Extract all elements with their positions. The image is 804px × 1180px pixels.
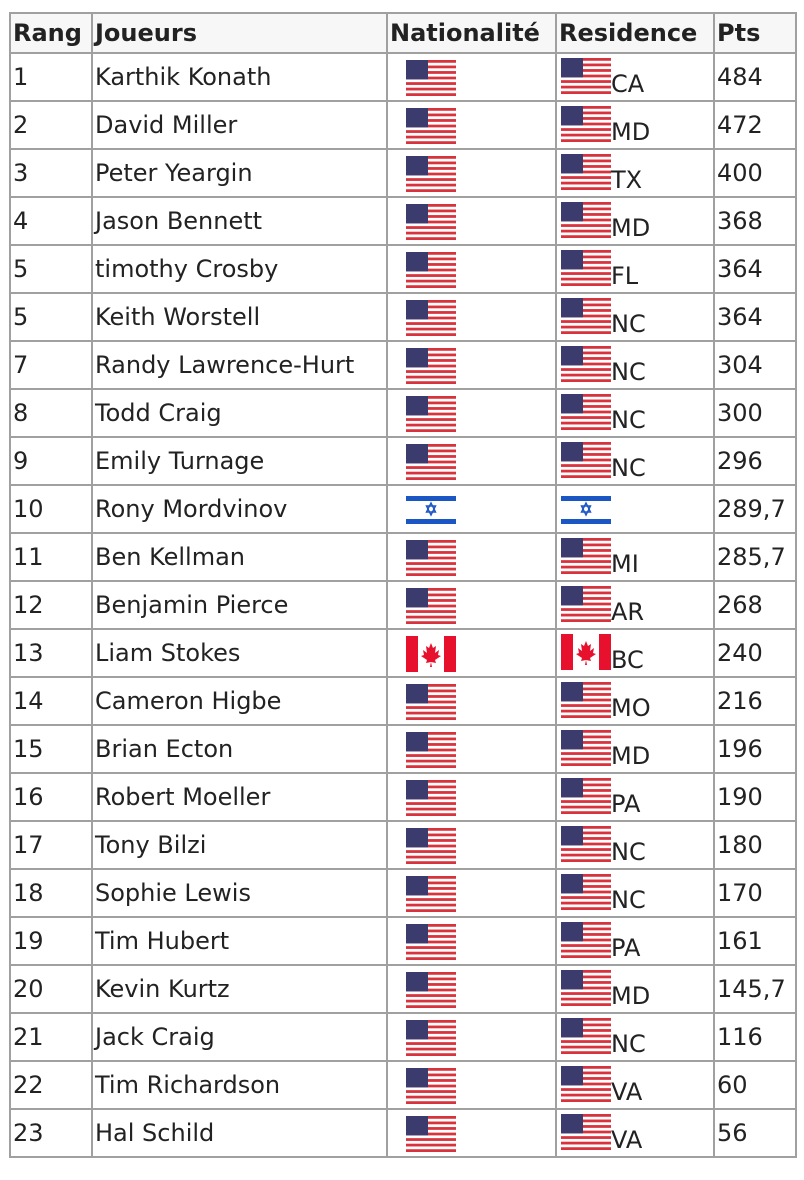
cell-player: Randy Lawrence-Hurt bbox=[92, 341, 387, 389]
us-flag-icon bbox=[561, 826, 611, 862]
us-flag-icon bbox=[561, 922, 611, 958]
cell-residence bbox=[556, 725, 714, 773]
us-flag-icon bbox=[561, 58, 611, 94]
us-flag-icon bbox=[406, 156, 456, 192]
cell-player: Jason Bennett bbox=[92, 197, 387, 245]
table-row bbox=[10, 677, 796, 725]
cell-nationality bbox=[387, 533, 556, 581]
header-points: Pts bbox=[714, 13, 796, 53]
us-flag-icon bbox=[561, 682, 611, 718]
us-flag-icon bbox=[406, 732, 456, 768]
residence-code: NC bbox=[611, 358, 646, 386]
cell-player: Brian Ecton bbox=[92, 725, 387, 773]
table-row bbox=[10, 1061, 796, 1109]
cell-player: Karthik Konath bbox=[92, 53, 387, 101]
residence-code: CA bbox=[611, 70, 645, 98]
us-flag-icon bbox=[406, 540, 456, 576]
residence-code: NC bbox=[611, 406, 646, 434]
us-flag-icon bbox=[406, 204, 456, 240]
cell-nationality bbox=[387, 197, 556, 245]
table-row bbox=[10, 149, 796, 197]
header-player: Joueurs bbox=[92, 13, 387, 53]
canada-flag-icon bbox=[406, 636, 456, 672]
cell-points: 216 bbox=[714, 677, 796, 725]
cell-player: David Miller bbox=[92, 101, 387, 149]
cell-points: 60 bbox=[714, 1061, 796, 1109]
header-rank: Rang bbox=[10, 13, 92, 53]
cell-residence bbox=[556, 917, 714, 965]
cell-player: Tim Richardson bbox=[92, 1061, 387, 1109]
cell-nationality bbox=[387, 581, 556, 629]
israel-flag-icon bbox=[561, 492, 611, 528]
cell-player: Cameron Higbe bbox=[92, 677, 387, 725]
cell-residence bbox=[556, 101, 714, 149]
cell-rank: 5 bbox=[10, 293, 92, 341]
us-flag-icon bbox=[561, 346, 611, 382]
cell-points: 170 bbox=[714, 869, 796, 917]
residence-code: VA bbox=[611, 1126, 643, 1154]
cell-player: Hal Schild bbox=[92, 1109, 387, 1157]
cell-residence bbox=[556, 437, 714, 485]
cell-player: Todd Craig bbox=[92, 389, 387, 437]
cell-nationality bbox=[387, 389, 556, 437]
cell-points: 116 bbox=[714, 1013, 796, 1061]
table-body bbox=[10, 53, 796, 1157]
residence-code: MD bbox=[611, 214, 651, 242]
residence-code: NC bbox=[611, 454, 646, 482]
cell-rank: 16 bbox=[10, 773, 92, 821]
cell-residence bbox=[556, 341, 714, 389]
table-row bbox=[10, 197, 796, 245]
cell-player: Emily Turnage bbox=[92, 437, 387, 485]
us-flag-icon bbox=[406, 444, 456, 480]
residence-code: PA bbox=[611, 934, 641, 962]
us-flag-icon bbox=[561, 874, 611, 910]
us-flag-icon bbox=[406, 108, 456, 144]
residence-code: NC bbox=[611, 310, 646, 338]
cell-points: 484 bbox=[714, 53, 796, 101]
cell-rank: 22 bbox=[10, 1061, 92, 1109]
cell-residence bbox=[556, 389, 714, 437]
cell-points: 289,7 bbox=[714, 485, 796, 533]
residence-code: MD bbox=[611, 118, 651, 146]
cell-player: Benjamin Pierce bbox=[92, 581, 387, 629]
cell-residence bbox=[556, 1109, 714, 1157]
table-row bbox=[10, 821, 796, 869]
cell-rank: 8 bbox=[10, 389, 92, 437]
table-row bbox=[10, 869, 796, 917]
cell-player: timothy Crosby bbox=[92, 245, 387, 293]
cell-rank: 2 bbox=[10, 101, 92, 149]
residence-code: NC bbox=[611, 1030, 646, 1058]
us-flag-icon bbox=[406, 780, 456, 816]
us-flag-icon bbox=[406, 1020, 456, 1056]
cell-residence bbox=[556, 149, 714, 197]
us-flag-icon bbox=[561, 250, 611, 286]
cell-points: 268 bbox=[714, 581, 796, 629]
cell-rank: 15 bbox=[10, 725, 92, 773]
us-flag-icon bbox=[406, 684, 456, 720]
header-row bbox=[10, 13, 796, 53]
cell-residence bbox=[556, 485, 714, 533]
cell-rank: 18 bbox=[10, 869, 92, 917]
cell-rank: 11 bbox=[10, 533, 92, 581]
cell-nationality bbox=[387, 629, 556, 677]
cell-residence bbox=[556, 1061, 714, 1109]
residence-code: MD bbox=[611, 742, 651, 770]
us-flag-icon bbox=[406, 588, 456, 624]
us-flag-icon bbox=[561, 1018, 611, 1054]
residence-code: BC bbox=[611, 646, 644, 674]
cell-player: Liam Stokes bbox=[92, 629, 387, 677]
cell-rank: 13 bbox=[10, 629, 92, 677]
residence-code: AR bbox=[611, 598, 645, 626]
us-flag-icon bbox=[406, 924, 456, 960]
cell-rank: 23 bbox=[10, 1109, 92, 1157]
cell-points: 285,7 bbox=[714, 533, 796, 581]
table-row bbox=[10, 773, 796, 821]
canada-flag-icon bbox=[561, 634, 611, 670]
cell-points: 364 bbox=[714, 293, 796, 341]
cell-points: 56 bbox=[714, 1109, 796, 1157]
ranking-table bbox=[9, 12, 797, 1158]
cell-residence bbox=[556, 869, 714, 917]
cell-nationality bbox=[387, 821, 556, 869]
cell-points: 240 bbox=[714, 629, 796, 677]
cell-nationality bbox=[387, 485, 556, 533]
table-row bbox=[10, 437, 796, 485]
cell-residence bbox=[556, 1013, 714, 1061]
us-flag-icon bbox=[561, 1114, 611, 1150]
cell-player: Peter Yeargin bbox=[92, 149, 387, 197]
header-residence: Residence bbox=[556, 13, 714, 53]
cell-player: Robert Moeller bbox=[92, 773, 387, 821]
cell-nationality bbox=[387, 773, 556, 821]
residence-code: VA bbox=[611, 1078, 643, 1106]
table-row bbox=[10, 725, 796, 773]
us-flag-icon bbox=[406, 1068, 456, 1104]
cell-points: 161 bbox=[714, 917, 796, 965]
us-flag-icon bbox=[561, 442, 611, 478]
us-flag-icon bbox=[406, 876, 456, 912]
us-flag-icon bbox=[561, 154, 611, 190]
cell-nationality bbox=[387, 677, 556, 725]
table-row bbox=[10, 389, 796, 437]
cell-points: 400 bbox=[714, 149, 796, 197]
cell-residence bbox=[556, 965, 714, 1013]
us-flag-icon bbox=[561, 106, 611, 142]
cell-player: Kevin Kurtz bbox=[92, 965, 387, 1013]
table-row bbox=[10, 917, 796, 965]
cell-points: 368 bbox=[714, 197, 796, 245]
us-flag-icon bbox=[406, 252, 456, 288]
cell-points: 472 bbox=[714, 101, 796, 149]
residence-code: MI bbox=[611, 550, 639, 578]
cell-nationality bbox=[387, 1109, 556, 1157]
table-row bbox=[10, 581, 796, 629]
cell-nationality bbox=[387, 341, 556, 389]
cell-residence bbox=[556, 677, 714, 725]
cell-nationality bbox=[387, 1013, 556, 1061]
cell-rank: 17 bbox=[10, 821, 92, 869]
cell-nationality bbox=[387, 53, 556, 101]
residence-code: FL bbox=[611, 262, 639, 290]
cell-player: Sophie Lewis bbox=[92, 869, 387, 917]
cell-player: Keith Worstell bbox=[92, 293, 387, 341]
residence-code: NC bbox=[611, 886, 646, 914]
cell-rank: 14 bbox=[10, 677, 92, 725]
cell-rank: 4 bbox=[10, 197, 92, 245]
table-row bbox=[10, 965, 796, 1013]
cell-rank: 5 bbox=[10, 245, 92, 293]
table-row bbox=[10, 629, 796, 677]
table-row bbox=[10, 341, 796, 389]
table-row bbox=[10, 1013, 796, 1061]
us-flag-icon bbox=[561, 298, 611, 334]
cell-points: 300 bbox=[714, 389, 796, 437]
us-flag-icon bbox=[406, 1116, 456, 1152]
cell-residence bbox=[556, 629, 714, 677]
cell-player: Tony Bilzi bbox=[92, 821, 387, 869]
cell-residence bbox=[556, 773, 714, 821]
cell-residence bbox=[556, 821, 714, 869]
us-flag-icon bbox=[561, 586, 611, 622]
cell-rank: 20 bbox=[10, 965, 92, 1013]
cell-nationality bbox=[387, 293, 556, 341]
us-flag-icon bbox=[561, 538, 611, 574]
cell-points: 180 bbox=[714, 821, 796, 869]
us-flag-icon bbox=[406, 972, 456, 1008]
cell-rank: 7 bbox=[10, 341, 92, 389]
cell-residence bbox=[556, 53, 714, 101]
cell-rank: 12 bbox=[10, 581, 92, 629]
cell-points: 304 bbox=[714, 341, 796, 389]
cell-rank: 9 bbox=[10, 437, 92, 485]
cell-rank: 21 bbox=[10, 1013, 92, 1061]
residence-code: TX bbox=[611, 166, 643, 194]
cell-nationality bbox=[387, 965, 556, 1013]
cell-player: Jack Craig bbox=[92, 1013, 387, 1061]
us-flag-icon bbox=[561, 730, 611, 766]
cell-rank: 3 bbox=[10, 149, 92, 197]
table-row bbox=[10, 533, 796, 581]
cell-points: 196 bbox=[714, 725, 796, 773]
residence-code: NC bbox=[611, 838, 646, 866]
us-flag-icon bbox=[561, 394, 611, 430]
table-row bbox=[10, 53, 796, 101]
cell-points: 145,7 bbox=[714, 965, 796, 1013]
residence-code: PA bbox=[611, 790, 641, 818]
cell-rank: 10 bbox=[10, 485, 92, 533]
residence-code: MO bbox=[611, 694, 651, 722]
cell-residence bbox=[556, 581, 714, 629]
cell-nationality bbox=[387, 1061, 556, 1109]
us-flag-icon bbox=[561, 1066, 611, 1102]
cell-nationality bbox=[387, 245, 556, 293]
table-row bbox=[10, 485, 796, 533]
cell-player: Ben Kellman bbox=[92, 533, 387, 581]
cell-player: Rony Mordvinov bbox=[92, 485, 387, 533]
cell-nationality bbox=[387, 149, 556, 197]
table-row bbox=[10, 245, 796, 293]
cell-residence bbox=[556, 533, 714, 581]
us-flag-icon bbox=[406, 828, 456, 864]
table-row bbox=[10, 101, 796, 149]
cell-nationality bbox=[387, 725, 556, 773]
header-nationality: Nationalité bbox=[387, 13, 556, 53]
cell-nationality bbox=[387, 917, 556, 965]
us-flag-icon bbox=[406, 60, 456, 96]
cell-nationality bbox=[387, 437, 556, 485]
us-flag-icon bbox=[406, 300, 456, 336]
cell-residence bbox=[556, 293, 714, 341]
cell-residence bbox=[556, 245, 714, 293]
cell-rank: 1 bbox=[10, 53, 92, 101]
cell-residence bbox=[556, 197, 714, 245]
cell-rank: 19 bbox=[10, 917, 92, 965]
cell-player: Tim Hubert bbox=[92, 917, 387, 965]
cell-points: 190 bbox=[714, 773, 796, 821]
us-flag-icon bbox=[406, 396, 456, 432]
table-row bbox=[10, 293, 796, 341]
residence-code: MD bbox=[611, 982, 651, 1010]
cell-points: 364 bbox=[714, 245, 796, 293]
cell-nationality bbox=[387, 101, 556, 149]
us-flag-icon bbox=[561, 202, 611, 238]
cell-points: 296 bbox=[714, 437, 796, 485]
israel-flag-icon bbox=[406, 492, 456, 528]
cell-nationality bbox=[387, 869, 556, 917]
table-row bbox=[10, 1109, 796, 1157]
us-flag-icon bbox=[561, 778, 611, 814]
us-flag-icon bbox=[561, 970, 611, 1006]
table-header bbox=[10, 13, 796, 53]
us-flag-icon bbox=[406, 348, 456, 384]
